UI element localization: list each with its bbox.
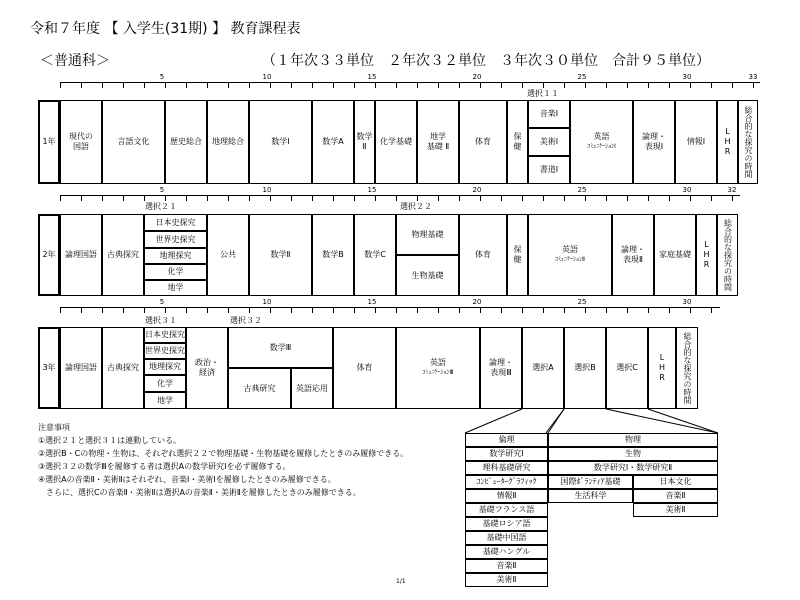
- ruler-num: 33: [748, 73, 758, 81]
- optA-item: ｺﾝﾋﾟｭｰﾀｰｸﾞﾗﾌｨｯｸ: [465, 475, 548, 489]
- ruler-num: 32: [727, 186, 737, 194]
- optA-head: 倫理: [465, 433, 548, 447]
- selB-cell: 選択B: [564, 327, 606, 409]
- year2-label: 2年: [38, 214, 60, 296]
- subject-cell: 歴史総合: [165, 100, 207, 184]
- subject-cell: 保 健: [507, 100, 528, 184]
- page-title: 令和７年度 【 入学生(31期) 】 教育課程表: [30, 21, 301, 37]
- page-number: 1/1: [396, 578, 406, 585]
- subject-cell: 古典探究: [102, 327, 144, 409]
- notes-heading: 注意事項: [38, 423, 70, 432]
- ruler-num: 30: [682, 298, 692, 306]
- mathC-cell: 数学C: [354, 214, 396, 296]
- note-line: ①選択２１と選択３１は連動している。: [38, 436, 182, 445]
- ruler-num: 15: [367, 73, 377, 81]
- subject-cell: 化学基礎: [375, 100, 417, 184]
- history-option: 地理探究: [144, 359, 186, 375]
- subject-cell: 古典探究: [102, 214, 144, 296]
- optA-item: 美術Ⅱ: [465, 573, 548, 587]
- english-label: 英語: [430, 358, 446, 367]
- history-option: 世界史探究: [144, 343, 186, 359]
- ruler-num: 20: [472, 186, 482, 194]
- note-line: さらに、選択Cの音楽Ⅱ・美術Ⅱは選択Aの音楽Ⅱ・美術Ⅱを履修したときのみ履修できる。: [38, 488, 361, 497]
- ruler-num: 10: [262, 186, 272, 194]
- ruler-num: 5: [159, 186, 165, 194]
- english-sub: ｺﾐｭﾆｹｰｼｮﾝⅡ: [555, 256, 585, 263]
- civics-cell: 公共: [207, 214, 249, 296]
- selC-cell: 選択C: [606, 327, 648, 409]
- inquiry-cell: 総合的な探究の時間: [738, 100, 758, 184]
- pe-cell: 体育: [459, 214, 507, 296]
- ruler-num: 15: [367, 186, 377, 194]
- ruler-num: 25: [577, 186, 587, 194]
- subject-cell: 論理国語: [60, 327, 102, 409]
- history-option: 日本史探究: [144, 327, 186, 343]
- logic-cell: 論理・ 表現Ⅱ: [612, 214, 654, 296]
- info-cell: 情報Ⅰ: [675, 100, 717, 184]
- subject-cell: 数学Ⅰ: [249, 100, 312, 184]
- sci-option: 生物基礎: [396, 255, 459, 296]
- optA-item: 基礎中国語: [465, 531, 548, 545]
- year1-label: 1年: [38, 100, 60, 184]
- lhr-cell: L H R: [648, 327, 676, 409]
- subject-cell: 数学 Ⅱ: [354, 100, 375, 184]
- english-label: 英語: [593, 132, 610, 141]
- optA-item: 基礎フランス語: [465, 503, 548, 517]
- ruler-num: 15: [367, 298, 377, 306]
- mathB-cell: 数学B: [312, 214, 354, 296]
- art-option: 音楽Ⅰ: [528, 100, 570, 128]
- ruler-num: 10: [262, 73, 272, 81]
- subject-cell: 論理国語: [60, 214, 102, 296]
- ruler-num: 25: [577, 298, 587, 306]
- subject-cell: 言語文化: [102, 100, 165, 184]
- select22-label: 選択２２: [400, 202, 432, 211]
- optC-item: 日本文化: [633, 475, 718, 489]
- subject-cell: 体育: [459, 100, 507, 184]
- ruler-num: 5: [159, 298, 165, 306]
- select31-label: 選択３１: [145, 316, 177, 325]
- history-option: 地理探究: [144, 248, 207, 264]
- optA-item: 情報Ⅱ: [465, 489, 548, 503]
- subject-cell: 地理総合: [207, 100, 249, 184]
- ruler-num: 30: [682, 186, 692, 194]
- note-line: ④選択Aの音楽Ⅱ・美術Ⅱはそれぞれ、音楽Ⅰ・美術Ⅰを履修したときのみ履修できる。: [38, 475, 336, 484]
- lhr-cell: L H R: [696, 214, 717, 296]
- pe-cell: 体育: [333, 327, 396, 409]
- english-sub: ｺﾐｭﾆｹｰｼｮﾝⅢ: [422, 369, 454, 376]
- ruler-num: 30: [682, 73, 692, 81]
- math2-cell: 数学Ⅱ: [249, 214, 312, 296]
- home-cell: 家庭基礎: [654, 214, 696, 296]
- selA-cell: 選択A: [522, 327, 564, 409]
- optA-item: 音楽Ⅱ: [465, 559, 548, 573]
- units-summary: （１年次３３単位 ２年次３２単位 ３年次３０単位 合計９５単位）: [262, 53, 710, 69]
- subject-cell: 現代の 国語: [60, 100, 102, 184]
- inquiry-cell: 総合的な探究の時間: [717, 214, 738, 296]
- inquiry-cell: 総合的な探究の時間: [676, 327, 698, 409]
- english-label: 英語: [562, 245, 578, 254]
- optA-item: 理科基礎研究: [465, 461, 548, 475]
- select11-label: 選択１１: [527, 89, 559, 98]
- optBC-bio: 生物: [548, 447, 718, 461]
- subject-cell: 地学 基礎 Ⅱ: [417, 100, 459, 184]
- politics-cell: 政治・ 経済: [186, 327, 228, 409]
- ruler-num: 25: [577, 73, 587, 81]
- ruler-num: 20: [472, 298, 482, 306]
- optB-item: 国際ﾎﾞﾗﾝﾃｨｱ基礎: [548, 475, 633, 489]
- logic-cell: 論理・ 表現Ⅰ: [633, 100, 675, 184]
- select21-label: 選択２１: [145, 202, 177, 211]
- art-option: 美術Ⅰ: [528, 128, 570, 156]
- english-sub: ｺﾐｭﾆｹｰｼｮﾝⅠ: [587, 143, 616, 150]
- ruler-num: 10: [262, 298, 272, 306]
- health-cell: 保 健: [507, 214, 528, 296]
- history-option: 地学: [144, 280, 207, 296]
- math3-cell: 数学Ⅲ: [228, 327, 333, 368]
- ruler-num: 20: [472, 73, 482, 81]
- year3-label: 3年: [38, 327, 60, 409]
- course-label: ＜普通科＞: [40, 53, 110, 69]
- optA-item: 数学研究Ⅰ: [465, 447, 548, 461]
- select32-label: 選択３２: [230, 316, 262, 325]
- optA-item: 基礎ロシア語: [465, 517, 548, 531]
- sci-option: 物理基礎: [396, 214, 459, 255]
- note-line: ②選択B・Cの物理・生物は、それぞれ選択２２で物理基礎・生物基礎を履修したときのみ履修できる。: [38, 449, 409, 458]
- ruler-num: 5: [159, 73, 165, 81]
- history-option: 日本史探究: [144, 214, 207, 231]
- history-option: 地学: [144, 392, 186, 409]
- eng-app-cell: 英語応用: [291, 368, 333, 409]
- history-option: 化学: [144, 264, 207, 280]
- optBC-math: 数学研究Ⅰ・数学研究Ⅱ: [548, 461, 718, 475]
- optBC-head: 物理: [548, 433, 718, 447]
- classics-cell: 古典研究: [228, 368, 291, 409]
- history-option: 世界史探究: [144, 231, 207, 248]
- optC-item: 美術Ⅱ: [633, 503, 718, 517]
- optB-item: 生活科学: [548, 489, 633, 503]
- lhr-cell: L H R: [717, 100, 738, 184]
- note-line: ③選択３２の数学Ⅲを履修する者は選択Aの数学研究Ⅰを必ず履修する。: [38, 462, 291, 471]
- optC-item: 音楽Ⅱ: [633, 489, 718, 503]
- subject-cell: 数学A: [312, 100, 354, 184]
- optA-item: 基礎ハングル: [465, 545, 548, 559]
- art-option: 書道Ⅰ: [528, 156, 570, 184]
- history-option: 化学: [144, 375, 186, 392]
- logic-cell: 論理・ 表現Ⅲ: [480, 327, 522, 409]
